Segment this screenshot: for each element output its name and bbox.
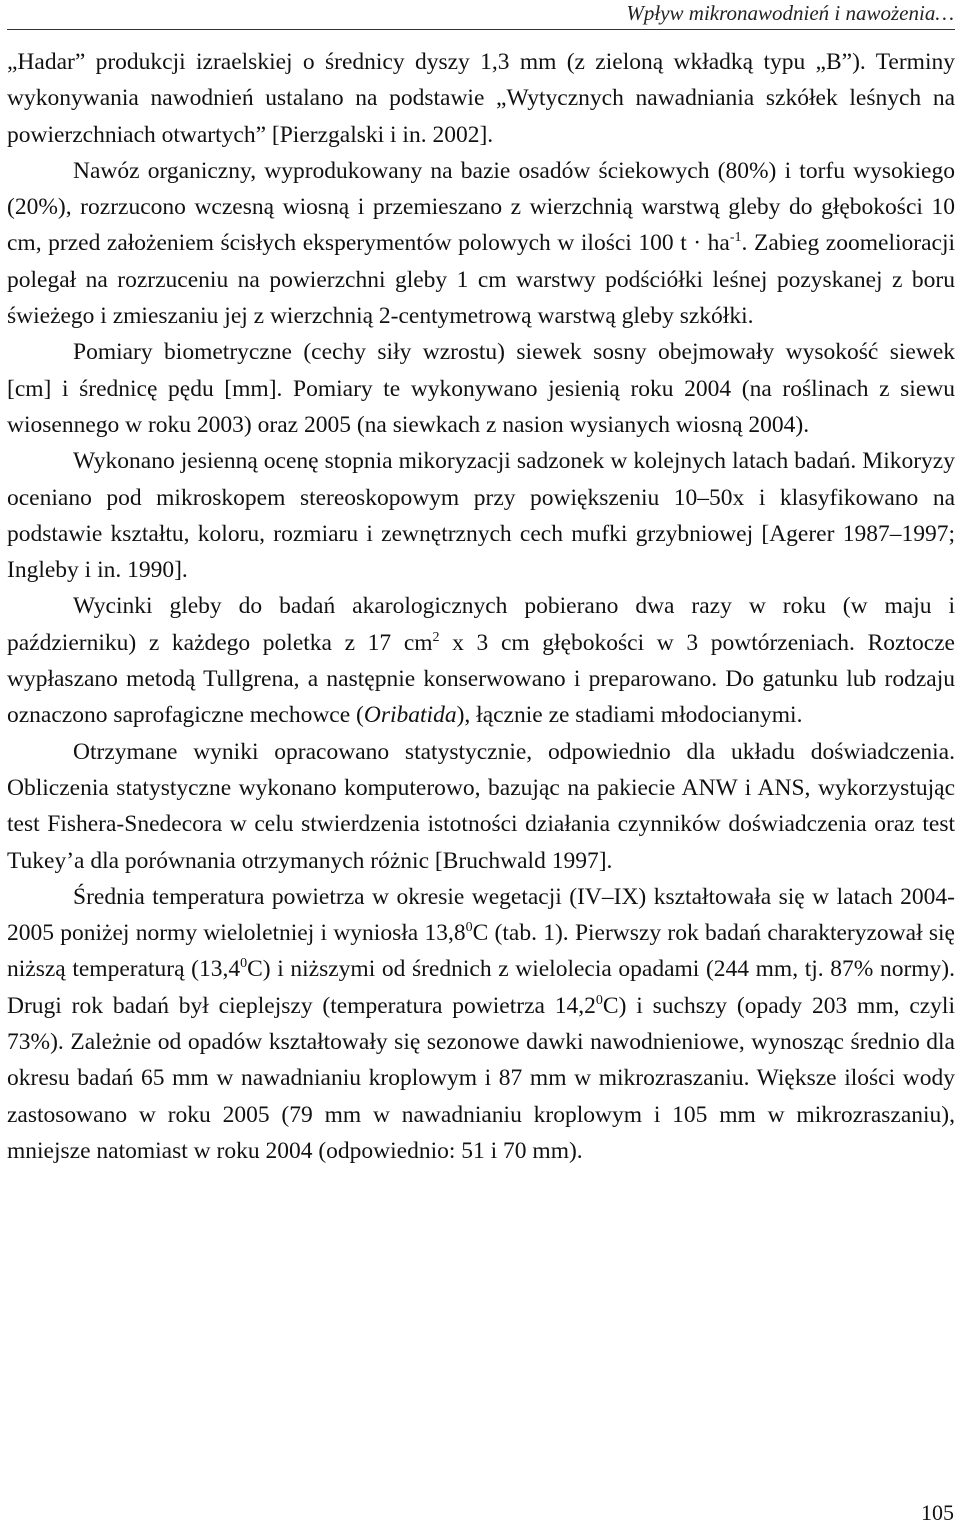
- text-segment: „Hadar” produkcji izraelskiej o średnicy dyszy 1,3 mm (z zieloną wkładką typu „B”). Terminy wykonywania nawodnień ustalano na podstawie „Wytycznych nawadniania szkółek leśnych na powierzchniach otwartych” [Pierzgalski i in. 2002].: [7, 49, 955, 148]
- paragraph: [7, 588, 955, 733]
- text-segment: Nawóz organiczny, wyprodukowany na bazie osadów ściekowych (80%) i torfu wysokiego (20%), rozrzucono wczesną wiosną i przemieszano z wierzchnią warstwą gleby do głębokości 10 cm, przed założeniem ścisłych eksperymentów polowych w ilości 100 t · ha: [7, 157, 955, 257]
- body-text: [7, 44, 955, 1169]
- text-segment: Wykonano jesienną ocenę stopnia mikoryzacji sadzonek w kolejnych latach badań. Mikoryzy oceniano pod mikroskopem stereoskopowym przy powiększeniu 10–50x i klasyfikowano na podstawie kształtu, koloru, rozmiaru i zewnętrznych cech mufki grzybniowej [Agerer 1987–1997; Ingleby i in. 1990].: [7, 448, 955, 584]
- text-segment: C (tab. 1). Pierwszy rok badań charakteryzował się niższą temperaturą (13,4: [7, 920, 955, 983]
- paragraph: [7, 153, 955, 334]
- paragraph: [7, 44, 955, 153]
- superscript: 2: [432, 629, 440, 645]
- superscript: -1: [729, 230, 742, 246]
- text-segment: Pomiary biometryczne (cechy siły wzrostu) siewek sosny obejmowały wysokość siewek [cm] i średnicę pędu [mm]. Pomiary te wykonywano jesienią roku 2004 (na roślinach z siewu wiosennego w roku 2003) oraz 2005 (na siewkach z nasion wysianych wiosną 2004).: [7, 339, 955, 438]
- superscript: 0: [240, 956, 248, 972]
- header-rule: [7, 29, 955, 30]
- italic-term: Oribatida: [363, 702, 457, 729]
- superscript: 0: [595, 992, 603, 1008]
- text-segment: . Zabieg zoomelioracji polegał na rozrzuceniu na powierzchni gleby 1 cm warstwy podściółki leśnej pozyskanej z boru świeżego i zmieszaniu jej z wierzchnią 2-centymetrową warstwą gleby szkółki.: [7, 230, 955, 330]
- text-segment: Otrzymane wyniki opracowano statystycznie, odpowiednio dla układu doświadczenia. Obliczenia statystyczne wykonano komputerowo, bazując na pakiecie ANW i ANS, wykorzystując test Fishera-Snedecora w celu stwierdzenia istotności działania czynników doświadczenia oraz test Tukey’a dla porównania otrzymanych różnic [Bruchwald 1997].: [7, 738, 955, 874]
- page-number: 105: [921, 1500, 954, 1525]
- paragraph: [7, 734, 955, 879]
- text-segment: C) i niższymi od średnich z wielolecia opadami (244 mm, tj. 87% normy). Drugi rok badań był cieplejszy (temperatura powietrza 14,2: [7, 956, 955, 1019]
- text-segment: ), łącznie ze stadiami młodocianymi.: [456, 702, 803, 729]
- text-segment: C) i suchszy (opady 203 mm, czyli 73%). Zależnie od opadów kształtowały się sezonowe dawki nawodnieniowe, wynosząc średnio dla okresu badań 65 mm w nawadnianiu kroplowym i 87 mm w mikrozraszaniu. Większe ilości wody zastosowano w roku 2005 (79 mm w nawadnianiu kroplowym i 105 mm w mikrozraszaniu), mniejsze natomiast w roku 2004 (odpowiednio: 51 i 70 mm).: [7, 992, 955, 1164]
- paragraph: [7, 879, 955, 1169]
- text-segment: x 3 cm głębokości w 3 powtórzeniach. Roztocze wypłaszano metodą Tullgrena, a następnie konserwowano i preparowano. Do gatunku lub rodzaju oznaczono saprofagiczne mechowce (: [7, 629, 955, 729]
- text-segment: Średnia temperatura powietrza w okresie wegetacji (IV–IX) kształtowała się w latach 2004-2005 poniżej normy wieloletniej i wyniosła 13,8: [7, 883, 955, 947]
- paragraph: [7, 334, 955, 443]
- running-header: Wpływ mikronawodnień i nawożenia…: [626, 1, 954, 25]
- superscript: 0: [465, 920, 473, 936]
- text-segment: Wycinki gleby do badań akarologicznych pobierano dwa razy w roku (w maju i październiku) z każdego poletka z 17 cm: [7, 593, 955, 656]
- paragraph: [7, 443, 955, 588]
